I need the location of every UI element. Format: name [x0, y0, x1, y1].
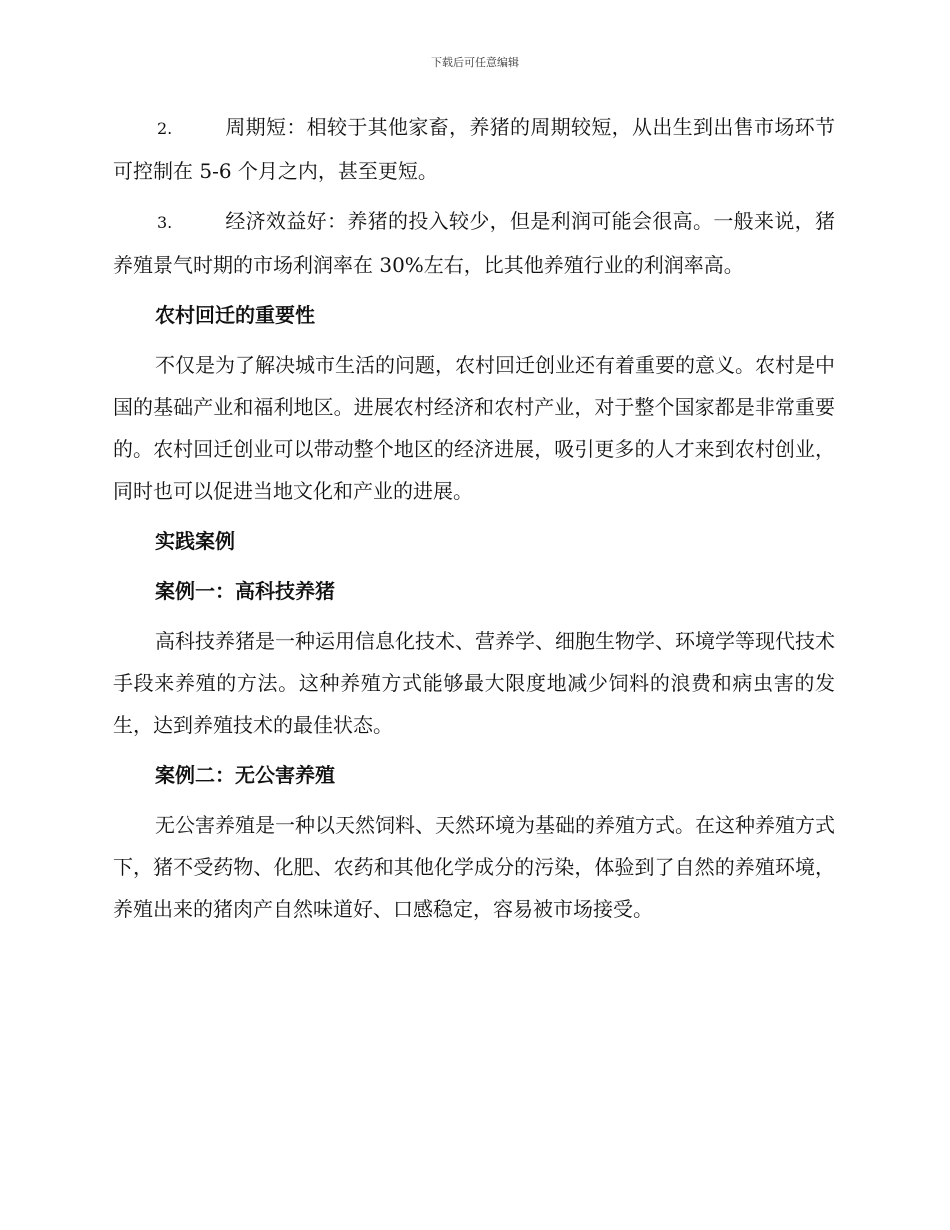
list-item-2	[113, 106, 835, 192]
list-number: 3.	[157, 213, 173, 232]
list-text: 经济效益好：养猪的投入较少，但是利润可能会很高。一般来说，猪养殖景气时期的市场利润率在 30%左右，比其他养殖行业的利润率高。	[113, 209, 835, 277]
section-heading-importance: 农村回迁的重要性	[155, 303, 315, 327]
document-body	[113, 106, 835, 938]
list-item-3	[113, 200, 835, 286]
page-header-note: 下载后可任意编辑	[431, 56, 519, 69]
section-heading-case1: 案例一：高科技养猪	[155, 579, 335, 603]
section-heading-case2: 案例二：无公害养殖	[155, 763, 335, 787]
paragraph-importance: 不仅是为了解决城市生活的问题，农村回迁创业还有着重要的意义。农村是中国的基础产业和福利地区。进展农村经济和农村产业，对于整个国家都是非常重要的。农村回迁创业可以带动整个地区的经济进展，吸引更多的人才来到农村创业，同时也可以促进当地文化和产业的进展。	[113, 353, 835, 503]
paragraph-case2: 无公害养殖是一种以天然饲料、天然环境为基础的养殖方式。在这种养殖方式下，猪不受药物、化肥、农药和其他化学成分的污染，体验到了自然的养殖环境，养殖出来的猪肉产自然味道好、口感稳定，容易被市场接受。	[113, 813, 835, 921]
list-number: 2.	[157, 119, 173, 138]
paragraph-case1: 高科技养猪是一种运用信息化技术、营养学、细胞生物学、环境学等现代技术手段来养殖的方法。这种养殖方式能够最大限度地减少饲料的浪费和病虫害的发生，达到养殖技术的最佳状态。	[113, 629, 835, 737]
section-heading-cases: 实践案例	[155, 529, 235, 553]
list-text: 周期短：相较于其他家畜，养猪的周期较短，从出生到出售市场环节可控制在 5-6 个月之内，甚至更短。	[113, 115, 835, 183]
